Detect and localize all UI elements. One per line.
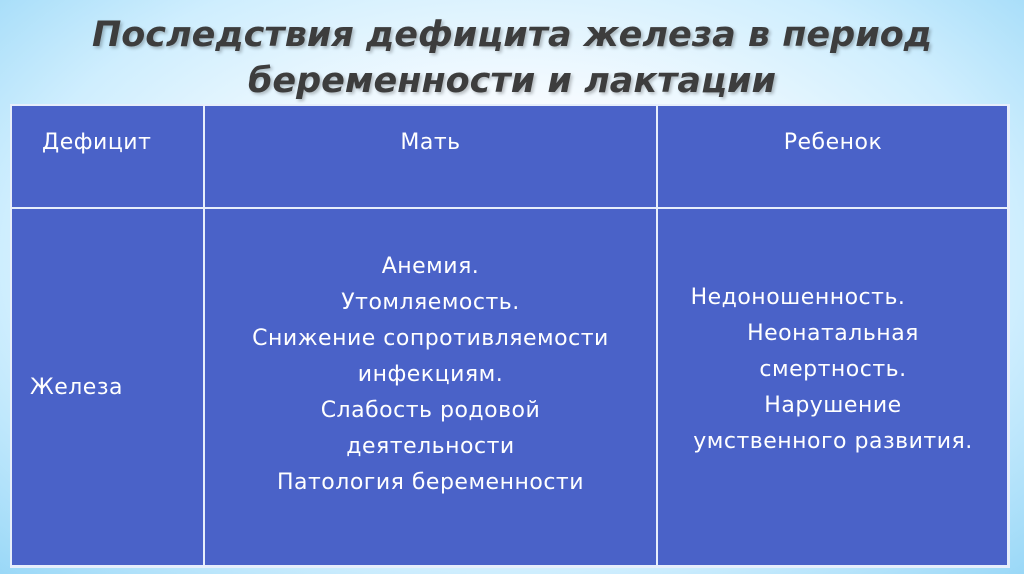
mother-consequence-item: Утомляемость. xyxy=(341,290,520,315)
mother-consequence-item: инфекциям. xyxy=(357,362,504,387)
deficit-table-grid xyxy=(10,104,1010,568)
table-row xyxy=(11,208,1009,567)
header-mother: Мать xyxy=(204,105,657,208)
mother-consequence-item: Анемия. xyxy=(381,254,480,279)
slide-title-line-1: Последствия дефицита железа в период xyxy=(91,15,933,55)
child-consequence-item: Неонатальная xyxy=(747,321,919,346)
cell-mother-consequences xyxy=(204,208,657,567)
mother-consequence-item: деятельности xyxy=(346,434,515,459)
slide-title xyxy=(0,12,1024,104)
header-child: Ребенок xyxy=(657,105,1009,208)
deficit-table xyxy=(10,104,1008,566)
cell-child-consequences xyxy=(657,208,1009,567)
mother-consequence-item: Снижение сопротивляемости xyxy=(252,326,609,351)
child-consequence-item: Недоношенность. xyxy=(690,285,906,310)
child-consequence-item: умственного развития. xyxy=(693,429,973,454)
mother-consequence-item: Слабость родовой xyxy=(320,398,541,423)
mother-consequence-item: Патология беременности xyxy=(276,470,585,495)
table-header-row xyxy=(11,105,1009,208)
child-consequence-item: Нарушение xyxy=(764,393,902,418)
slide-title-line-2: беременности и лактации xyxy=(247,61,777,101)
header-deficit: Дефицит xyxy=(11,105,204,208)
cell-deficit-iron: Железа xyxy=(11,208,204,567)
child-consequence-item: смертность. xyxy=(759,357,907,382)
